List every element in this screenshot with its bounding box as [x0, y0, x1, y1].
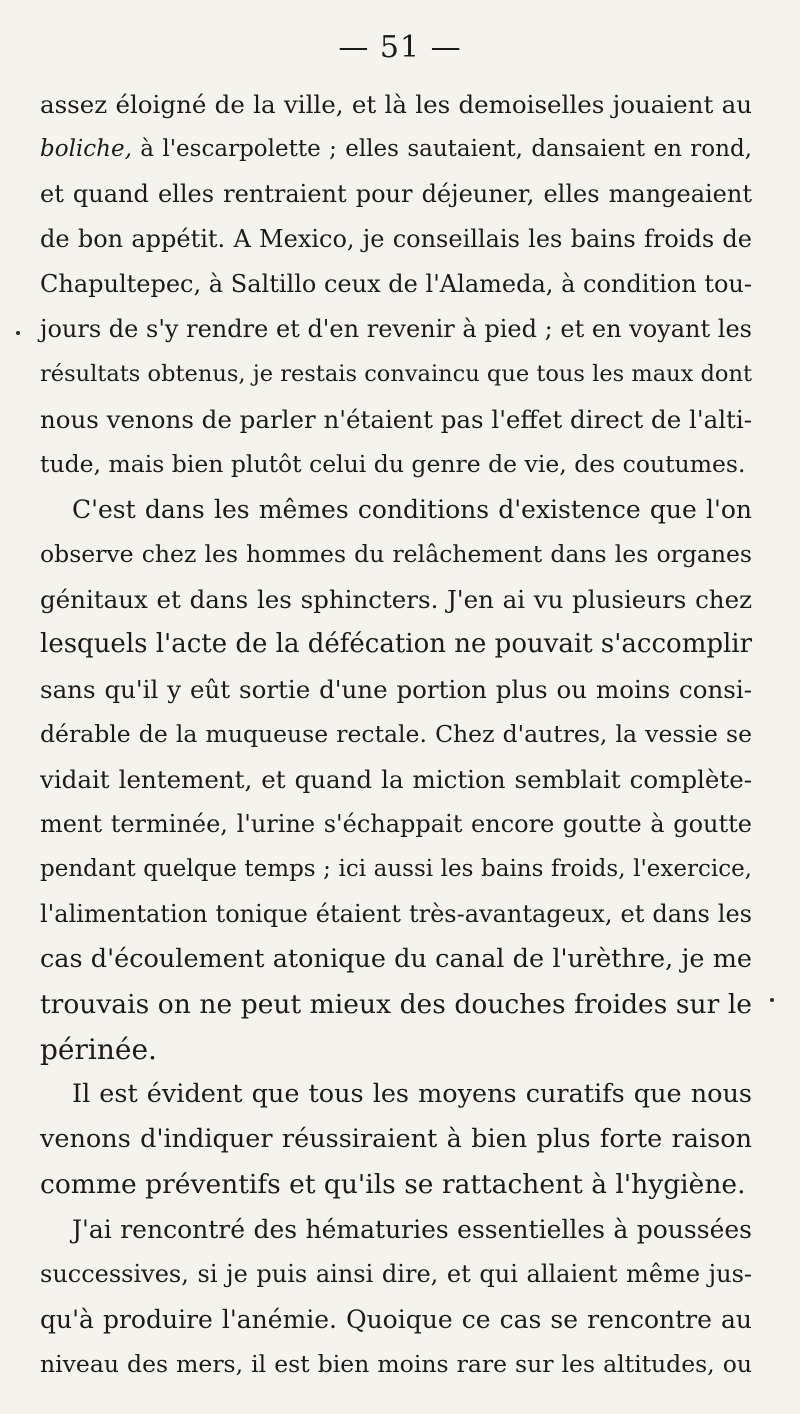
print-speck-icon: [770, 998, 774, 1002]
text-line: [40, 892, 752, 937]
line-text: ment terminée, l'urine s'échappait encore goutte à goutte: [40, 810, 752, 838]
text-line: [40, 712, 752, 757]
line-text: l'alimentation tonique étaient très-avantageux, et dans les: [40, 900, 752, 928]
line-text: trouvais on ne peut mieux des douches froides sur le: [40, 989, 752, 1020]
text-line: [40, 577, 752, 622]
text-line: [40, 757, 752, 802]
text-line: [40, 802, 752, 847]
line-text: assez éloigné de la ville, et là les demoiselles jouaient au: [40, 90, 752, 119]
text-line: [40, 397, 752, 442]
print-speck-icon: [16, 331, 20, 335]
line-text: résultats obtenus, je restais convaincu que tous les maux dont: [40, 361, 752, 387]
line-text: vidait lentement, et quand la miction semblait complète-: [40, 765, 752, 794]
line-text: pendant quelque temps ; ici aussi les bains froids, l'exercice,: [40, 856, 752, 882]
text-line: [40, 262, 752, 307]
line-text: venons d'indiquer réussiraient à bien plus forte raison: [40, 1124, 752, 1154]
line-text: sans qu'il y eût sortie d'une portion plus ou moins consi-: [40, 675, 752, 704]
text-line: [40, 937, 752, 982]
line-text: génitaux et dans les sphincters. J'en ai vu plusieurs chez: [40, 585, 752, 614]
text-line: [40, 172, 752, 217]
text-line: [40, 982, 752, 1027]
text-line: [40, 217, 752, 262]
line-text: niveau des mers, il est bien moins rare sur les altitudes, ou: [40, 1350, 752, 1378]
italic-word: boliche,: [40, 136, 132, 162]
line-text: de bon appétit. A Mexico, je conseillais les bains froids de: [40, 225, 752, 253]
line-text: jours de s'y rendre et d'en revenir à pied ; et en voyant les: [40, 315, 752, 343]
line-text: et quand elles rentraient pour déjeuner, elles mangeaient: [40, 180, 752, 208]
text-line: [72, 1207, 752, 1252]
line-text: J'ai rencontré des hématuries essentielles à poussées: [72, 1215, 752, 1244]
line-text: comme préventifs et qu'ils se rattachent à l'hygiène.: [40, 1169, 746, 1200]
text-line: [40, 622, 752, 667]
text-line: [40, 1027, 752, 1072]
line-text: nous venons de parler n'étaient pas l'effet direct de l'alti-: [40, 405, 752, 434]
text-line: [40, 667, 752, 712]
text-line: [40, 1342, 752, 1387]
text-line: [40, 1297, 752, 1342]
line-text: observe chez les hommes du relâchement dans les organes: [40, 540, 752, 568]
line-text: périnée.: [40, 1033, 157, 1066]
text-line: [40, 442, 752, 487]
line-text: qu'à produire l'anémie. Quoique ce cas se rencontre au: [40, 1305, 752, 1334]
text-line: [40, 82, 752, 127]
text-line: [40, 352, 752, 397]
line-text: à l'escarpolette ; elles sautaient, dansaient en rond,: [131, 136, 752, 162]
line-text: Il est évident que tous les moyens curatifs que nous: [72, 1079, 752, 1109]
line-text: C'est dans les mêmes conditions d'existence que l'on: [72, 495, 752, 524]
page-number: — 51 —: [338, 30, 462, 65]
text-line: [40, 847, 752, 892]
text-line: [40, 1162, 752, 1207]
text-line: [40, 1117, 752, 1162]
line-text: successives, si je puis ainsi dire, et qui allaient même jus-: [40, 1260, 752, 1288]
line-text: lesquels l'acte de la défécation ne pouvait s'accomplir: [40, 629, 753, 659]
line-text: Chapultepec, à Saltillo ceux de l'Alameda, à condition tou-: [40, 270, 752, 298]
text-line: [40, 1252, 752, 1297]
text-line: [72, 1072, 752, 1117]
line-text: dérable de la muqueuse rectale. Chez d'autres, la vessie se: [40, 720, 752, 748]
text-line: [72, 487, 752, 532]
line-text: tude, mais bien plutôt celui du genre de vie, des coutumes.: [40, 450, 746, 478]
text-line: [40, 532, 752, 577]
text-line: [40, 127, 752, 172]
text-line: [40, 307, 752, 352]
line-text: cas d'écoulement atonique du canal de l'urèthre, je me: [40, 944, 752, 974]
